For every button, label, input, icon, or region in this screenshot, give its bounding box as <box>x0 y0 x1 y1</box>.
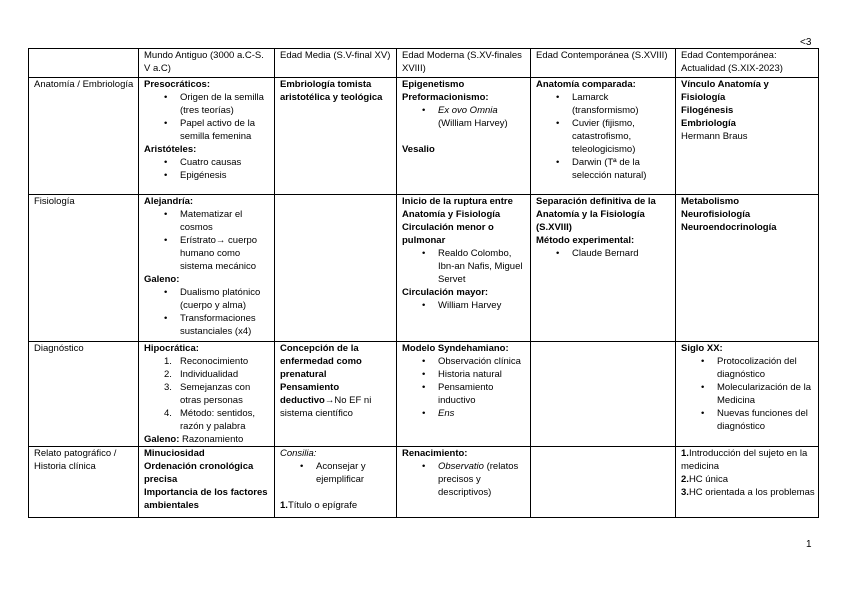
anatomia-actual-cell <box>676 78 819 195</box>
italic-term: Observatio <box>438 461 484 472</box>
list-item: • Erístrato→ cuerpo humano como sistema mecánico <box>144 234 271 273</box>
cell-line <box>280 381 393 420</box>
cell-text: Razonamiento <box>182 434 244 445</box>
cell-heading: Embriología <box>681 118 736 129</box>
list-item: • Historia natural <box>402 368 527 381</box>
numbered-list <box>144 355 271 433</box>
history-table <box>28 48 819 518</box>
cell-heading: Inicio de la ruptura entre Anatomía y Fisiología <box>402 196 513 220</box>
cell-text: Introducción del sujeto en la medicina <box>681 448 808 472</box>
list-item: • Matematizar el cosmos <box>144 208 271 234</box>
bullet-list <box>144 286 271 338</box>
bullet-list <box>536 91 672 182</box>
header-edad-media: Edad Media (S.V-final XV) <box>275 49 397 78</box>
bullet-list <box>402 247 527 286</box>
cell-heading: Neurofisiología <box>681 209 751 220</box>
list-item-text: (relatos precisos y descriptivos) <box>438 461 519 498</box>
cell-heading: Minuciosidad <box>144 448 205 459</box>
list-item: • Claude Bernard <box>536 247 672 260</box>
list-item-text: Semejanzas con otras personas <box>180 382 251 406</box>
cell-heading: Circulación mayor: <box>402 287 489 298</box>
list-item: • Cuvier (fijismo, catastrofismo, teleologicismo) <box>536 117 672 156</box>
relato-antiguo-cell <box>139 447 275 518</box>
cell-heading: Vínculo Anatomía y Fisiología <box>681 79 769 103</box>
row-label-diagnostico: Diagnóstico <box>29 342 139 447</box>
cell-text: Título o epígrafe <box>287 500 358 511</box>
bullet-list <box>144 208 271 273</box>
header-edad-moderna: Edad Moderna (S.XV-finales XVIII) <box>397 49 531 78</box>
bullet-list <box>280 460 393 486</box>
list-number: 2. <box>681 474 689 485</box>
list-item-text: (William Harvey) <box>438 118 508 129</box>
list-item: • William Harvey <box>402 299 527 312</box>
list-item: • Epigénesis <box>144 169 271 182</box>
cell-heading: Siglo XX: <box>681 343 723 354</box>
cell-heading: Alejandría: <box>144 196 194 207</box>
italic-term: Ex ovo Omnia <box>438 105 498 116</box>
cell-heading: Concepción de la enfermedad como prenatural <box>280 343 362 380</box>
cell-heading: Neuroendocrinología <box>681 222 777 233</box>
cell-heading: Epigenetismo <box>402 79 465 90</box>
cell-line <box>144 433 271 446</box>
cell-heading: Galeno: <box>144 434 180 445</box>
cell-heading: Hipocrática: <box>144 343 199 354</box>
list-item: • Origen de la semilla (tres teorías) <box>144 91 271 117</box>
anatomia-antiguo-cell <box>139 78 275 195</box>
fisiologia-contemp-cell <box>531 195 676 342</box>
list-item-text: Individualidad <box>180 369 239 380</box>
list-number: 4. <box>164 408 172 419</box>
cell-line <box>280 499 393 512</box>
cell-line <box>681 473 815 486</box>
anatomia-moderna-cell <box>397 78 531 195</box>
list-item: • Realdo Colombo, Ibn-an Nafis, Miguel Servet <box>402 247 527 286</box>
list-item <box>144 355 271 368</box>
anatomia-media-cell: Embriología tomista aristotélica y teológica <box>275 78 397 195</box>
row-anatomia <box>29 78 819 195</box>
list-item: • Dualismo platónico (cuerpo y alma) <box>144 286 271 312</box>
row-label-anatomia: Anatomía / Embriología <box>29 78 139 195</box>
bullet-list <box>144 91 271 143</box>
cell-heading: Método experimental: <box>536 235 635 246</box>
relato-actual-cell <box>676 447 819 518</box>
diagnostico-media-cell <box>275 342 397 447</box>
list-number: 2. <box>164 369 172 380</box>
list-item: • Pensamiento inductivo <box>402 381 527 407</box>
page-top-mark: <3 <box>800 37 812 48</box>
cell-text: HC orientada a los problemas <box>688 487 815 498</box>
row-label-relato: Relato patográfico / Historia clínica <box>29 447 139 518</box>
cell-heading: Galeno: <box>144 274 180 285</box>
cell-heading: Metabolismo <box>681 196 740 207</box>
bullet-list <box>402 460 527 499</box>
bullet-list <box>144 156 271 182</box>
header-mundo-antiguo: Mundo Antiguo (3000 a.C-S. V a.C) <box>139 49 275 78</box>
fisiologia-moderna-cell <box>397 195 531 342</box>
cell-heading: Renacimiento: <box>402 448 468 459</box>
list-number: 1. <box>681 448 689 459</box>
header-actualidad: Edad Contemporánea: Actualidad (S.XIX-2023) <box>676 49 819 78</box>
bullet-list <box>402 299 527 312</box>
list-number: 3. <box>164 382 172 393</box>
cell-heading: Separación definitiva de la Anatomía y la Fisiología (S.XVIII) <box>536 196 656 233</box>
diagnostico-actual-cell <box>676 342 819 447</box>
list-item: • Aconsejar y ejemplificar <box>280 460 393 486</box>
cell-heading: Ordenación cronológica precisa <box>144 461 254 485</box>
row-fisiologia <box>29 195 819 342</box>
list-item <box>144 368 271 381</box>
cell-heading: Filogénesis <box>681 105 734 116</box>
cell-heading: Consilia: <box>280 448 317 459</box>
row-diagnostico <box>29 342 819 447</box>
cell-heading: Aristóteles: <box>144 144 197 155</box>
cell-text: Hermann Braus <box>681 131 748 142</box>
cell-line <box>681 486 815 499</box>
cell-text: No EF ni sistema científico <box>280 395 372 419</box>
list-item: • Transformaciones sustanciales (x4) <box>144 312 271 338</box>
diagnostico-antiguo-cell <box>139 342 275 447</box>
fisiologia-media-cell <box>275 195 397 342</box>
bullet-list <box>402 104 527 130</box>
diagnostico-moderna-cell <box>397 342 531 447</box>
list-item-text: Reconocimiento <box>180 356 249 367</box>
diagnostico-contemp-cell <box>531 342 676 447</box>
list-item <box>144 407 271 433</box>
list-item: • Molecularización de la Medicina <box>681 381 815 407</box>
cell-heading: Preformacionismo: <box>402 92 489 103</box>
list-item: • Ens <box>402 407 527 420</box>
list-item <box>144 381 271 407</box>
header-row <box>29 49 819 78</box>
fisiologia-actual-cell <box>676 195 819 342</box>
header-edad-contemporanea: Edad Contemporánea (S.XVIII) <box>531 49 676 78</box>
bullet-list <box>681 355 815 433</box>
page-number: 1 <box>806 539 812 550</box>
list-number: 3. <box>681 487 689 498</box>
cell-text: HC única <box>688 474 729 485</box>
list-item: • Darwin (Tª de la selección natural) <box>536 156 672 182</box>
cell-heading: Vesalio <box>402 144 435 155</box>
cell-heading: Pensamiento deductivo→ <box>280 382 340 406</box>
cell-line <box>681 447 815 473</box>
relato-contemp-cell <box>531 447 676 518</box>
cell-heading: Presocráticos: <box>144 79 211 90</box>
row-label-fisiologia: Fisiología <box>29 195 139 342</box>
list-item: • Nuevas funciones del diagnóstico <box>681 407 815 433</box>
list-item: • Protocolización del diagnóstico <box>681 355 815 381</box>
cell-heading: Circulación menor o pulmonar <box>402 222 494 246</box>
relato-media-cell <box>275 447 397 518</box>
list-item: • Papel activo de la semilla femenina <box>144 117 271 143</box>
list-item: • Lamarck (transformismo) <box>536 91 672 117</box>
list-item: • Cuatro causas <box>144 156 271 169</box>
list-number: 1. <box>280 500 288 511</box>
row-relato <box>29 447 819 518</box>
list-item-text: Método: sentidos, razón y palabra <box>180 408 255 432</box>
list-item <box>402 104 527 130</box>
list-number: 1. <box>164 356 172 367</box>
bullet-list <box>402 355 527 420</box>
header-empty-cell <box>29 49 139 78</box>
cell-heading: Modelo Syndehamiano: <box>402 343 509 354</box>
relato-moderna-cell <box>397 447 531 518</box>
cell-heading: Anatomía comparada: <box>536 79 636 90</box>
fisiologia-antiguo-cell <box>139 195 275 342</box>
list-item: • Observación clínica <box>402 355 527 368</box>
cell-heading: Importancia de los factores ambientales <box>144 487 268 511</box>
list-item <box>402 460 527 499</box>
anatomia-contemp-cell <box>531 78 676 195</box>
bullet-list <box>536 247 672 260</box>
